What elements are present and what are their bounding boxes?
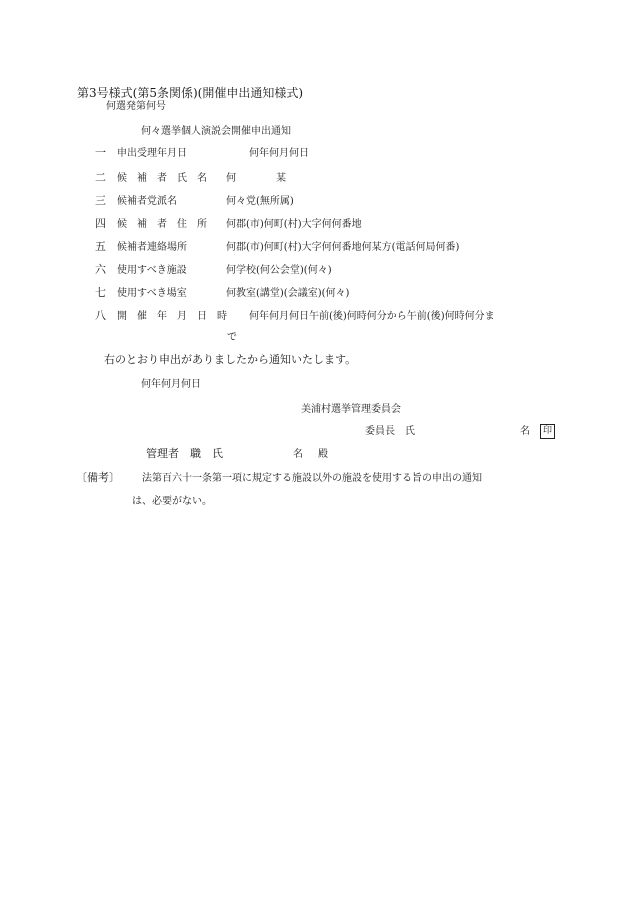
- item-value: 何郡(市)何町(村)大字何何番地: [226, 219, 362, 230]
- item-value: 何々党(無所属): [226, 196, 294, 207]
- item-number: 三: [95, 194, 106, 207]
- item-label: 申出受理年月日: [117, 148, 187, 159]
- note-line-2: は、必要がない。: [132, 496, 212, 507]
- chairman-label: 委員長 氏: [365, 426, 415, 437]
- addressee-honorific: 殿: [318, 449, 328, 460]
- item-value-continuation: で: [227, 332, 237, 343]
- item-number: 一: [95, 146, 106, 159]
- closing-date: 何年何月何日: [141, 379, 201, 390]
- note-line-1: 法第百六十一条第一項に規定する施設以外の施設を使用する旨の申出の通知: [142, 473, 482, 484]
- note-label: 〔備考〕: [76, 471, 120, 484]
- item-label: 開 催 年 月 日 時: [117, 311, 227, 322]
- form-title: 第3号様式(第5条関係)(開催申出通知様式): [77, 86, 303, 100]
- item-number: 七: [95, 286, 106, 299]
- item-value: 何 某: [226, 173, 286, 184]
- seal-mark: 印: [540, 424, 555, 439]
- item-number: 五: [95, 240, 106, 253]
- addressee-name-label: 名: [293, 449, 303, 460]
- item-number: 六: [95, 263, 106, 276]
- item-value: 何教室(講堂)(会議室)(何々): [226, 288, 350, 299]
- committee-name: 美浦村選挙管理委員会: [301, 404, 401, 415]
- addressee-label: 管理者 職 氏: [146, 447, 223, 460]
- item-label: 使用すべき場室: [117, 288, 187, 299]
- item-label: 使用すべき施設: [117, 265, 187, 276]
- item-value: 何郡(市)何町(村)大字何何番地何某方(電話何局何番): [226, 242, 460, 253]
- item-value: 何年何月何日: [249, 148, 309, 159]
- item-number: 八: [95, 309, 106, 322]
- item-label: 候補者党派名: [117, 196, 177, 207]
- item-label: 候 補 者 住 所: [117, 219, 207, 230]
- item-value: 何年何月何日午前(後)何時何分から午前(後)何時何分ま: [249, 311, 495, 322]
- item-label: 候 補 者 氏 名: [117, 173, 207, 184]
- closing-text: 右のとおり申出がありましたから通知いたします。: [104, 353, 357, 366]
- item-label: 候補者連絡場所: [117, 242, 187, 253]
- document-title: 何々選挙個人演説会開催申出通知: [141, 126, 291, 137]
- item-number: 四: [95, 217, 106, 230]
- item-number: 二: [95, 171, 106, 184]
- document-number: 何選発第何号: [106, 101, 166, 112]
- chairman-name-label: 名: [520, 426, 530, 437]
- item-value: 何学校(何公会堂)(何々): [226, 265, 332, 276]
